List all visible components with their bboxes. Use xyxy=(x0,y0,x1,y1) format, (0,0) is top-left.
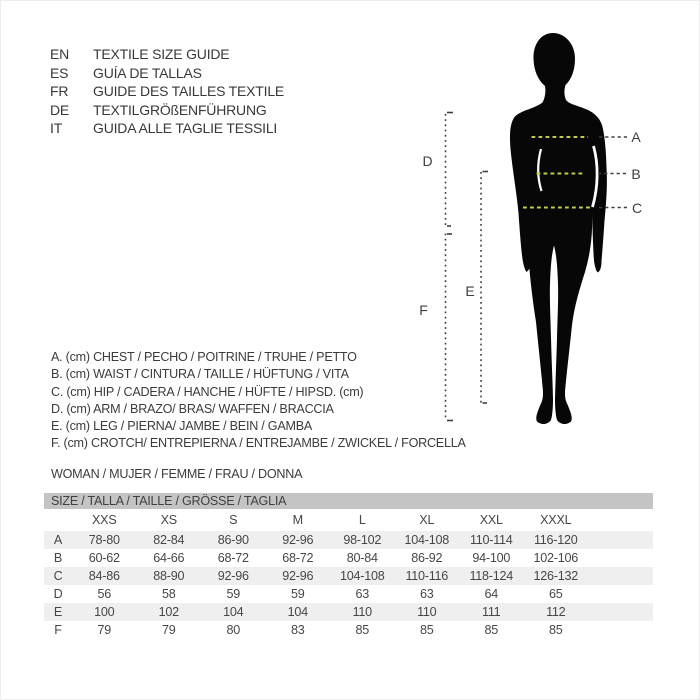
woman-silhouette xyxy=(510,33,607,424)
cell: 88-90 xyxy=(153,569,185,583)
language-row xyxy=(50,64,284,83)
audience-line: WOMAN / MUJER / FEMME / FRAU / DONNA xyxy=(51,467,303,481)
cell: 104 xyxy=(287,605,308,619)
cell: 86-92 xyxy=(411,551,443,565)
leg-label: E xyxy=(465,283,475,299)
chest-label: A xyxy=(631,129,641,145)
cell: 85 xyxy=(355,623,369,637)
col-header-xxxl: XXXL xyxy=(540,513,572,527)
col-header-xxs: XXS xyxy=(92,513,117,527)
cell: 102-106 xyxy=(533,551,578,565)
cell: 59 xyxy=(290,587,305,601)
size-table-header-bar: SIZE / TALLA / TAILLE / GRÖSSE / TAGLIA xyxy=(44,493,653,509)
cell: 126-132 xyxy=(533,569,578,583)
cell: 79 xyxy=(97,623,111,637)
cell: 118-124 xyxy=(469,569,514,583)
legend-line-arm: D. (cm) ARM / BRAZO/ BRAS/ WAFFEN / BRACCIA xyxy=(51,401,334,416)
cell: 68-72 xyxy=(217,551,249,565)
cell: 82-84 xyxy=(153,533,185,547)
table-row-waist xyxy=(44,549,653,567)
cell: 64-66 xyxy=(153,551,185,565)
waist-label: B xyxy=(631,166,641,182)
cell: 78-80 xyxy=(88,533,120,547)
cell: 92-96 xyxy=(282,533,314,547)
cell: 80 xyxy=(226,623,240,637)
table-row-arm xyxy=(44,585,653,603)
legend-line-chest: A. (cm) CHEST / PECHO / POITRINE / TRUHE / PETTO xyxy=(51,350,357,364)
language-row xyxy=(50,82,284,101)
language-code: EN xyxy=(50,46,70,62)
measurement-legend xyxy=(51,349,466,453)
language-row xyxy=(50,45,284,64)
row-label: B xyxy=(53,551,63,565)
cell: 64 xyxy=(484,587,498,601)
arm-label: D xyxy=(422,153,433,169)
language-row xyxy=(50,119,284,138)
language-code: IT xyxy=(50,120,63,137)
row-label: D xyxy=(53,587,63,601)
cell: 102 xyxy=(158,605,179,619)
cell: 85 xyxy=(419,623,434,637)
cell: 58 xyxy=(161,587,176,601)
row-label: C xyxy=(53,569,63,583)
col-header-s: S xyxy=(229,513,238,527)
cell: 59 xyxy=(226,587,240,601)
language-code: FR xyxy=(50,83,69,100)
cell: 100 xyxy=(94,605,115,619)
cell: 60-62 xyxy=(88,551,120,565)
cell: 92-96 xyxy=(282,569,314,583)
table-row-chest xyxy=(44,531,653,549)
cell: 63 xyxy=(419,587,434,601)
legend-line-crotch: F. (cm) CROTCH/ ENTREPIERNA / ENTREJAMBE / ZWICKEL / FORCELLA xyxy=(51,436,466,451)
guide-title: TEXTILGRÖßENFÜHRUNG xyxy=(93,101,267,118)
cell: 94-100 xyxy=(472,551,511,565)
cell: 63 xyxy=(355,587,369,601)
legend-line-leg: E. (cm) LEG / PIERNA/ JAMBE / BEIN / GAMBA xyxy=(51,419,313,434)
cell: 56 xyxy=(97,587,111,601)
cell: 110-116 xyxy=(405,569,449,583)
row-label: F xyxy=(54,623,62,637)
cell: 79 xyxy=(161,623,176,637)
cell: 110-114 xyxy=(469,533,513,547)
cell: 110 xyxy=(417,605,437,619)
col-header-xl: XL xyxy=(419,513,435,527)
cell: 104-108 xyxy=(404,533,449,547)
cell: 98-102 xyxy=(343,533,382,547)
size-table xyxy=(44,493,653,639)
col-header-xxl: XXL xyxy=(479,513,503,527)
language-code: ES xyxy=(50,64,69,81)
cell: 80-84 xyxy=(346,551,378,565)
cell: 85 xyxy=(548,623,563,637)
table-row-hip xyxy=(44,567,653,585)
cell: 116-120 xyxy=(533,533,578,547)
legend-line-hip: C. (cm) HIP / CADERA / HANCHE / HÜFTE / HIPSD. (cm) xyxy=(51,384,364,399)
cell: 65 xyxy=(548,587,563,601)
cell: 85 xyxy=(484,623,498,637)
language-row xyxy=(50,101,284,120)
cell: 86-90 xyxy=(217,533,249,547)
guide-title: GUIDE DES TAILLES TEXTILE xyxy=(93,83,285,100)
size-columns-row xyxy=(44,509,653,531)
col-header-m: M xyxy=(292,513,303,527)
cell: 112 xyxy=(546,605,566,619)
guide-title: GUIDA ALLE TAGLIE TESSILI xyxy=(93,120,278,137)
language-code: DE xyxy=(50,101,70,118)
guide-title: TEXTILE SIZE GUIDE xyxy=(93,46,230,62)
table-row-leg xyxy=(44,603,653,621)
table-row-crotch xyxy=(44,621,653,639)
cell: 68-72 xyxy=(282,551,314,565)
legend-line-waist: B. (cm) WAIST / CINTURA / TAILLE / HÜFTUNG / VITA xyxy=(51,367,349,382)
cell: 104 xyxy=(223,605,244,619)
row-label: E xyxy=(53,605,63,619)
cell: 84-86 xyxy=(88,569,120,583)
language-title-list xyxy=(50,45,284,138)
col-header-l: L xyxy=(358,513,366,527)
cell: 83 xyxy=(290,623,305,637)
guide-title: GUÍA DE TALLAS xyxy=(93,64,202,81)
row-label: A xyxy=(53,533,63,547)
cell: 110 xyxy=(352,605,372,619)
cell: 104-108 xyxy=(340,569,385,583)
cell: 92-96 xyxy=(217,569,249,583)
col-header-xs: XS xyxy=(160,513,177,527)
cell: 111 xyxy=(482,605,501,619)
hip-label: C xyxy=(631,200,643,216)
crotch-label: F xyxy=(419,302,428,318)
